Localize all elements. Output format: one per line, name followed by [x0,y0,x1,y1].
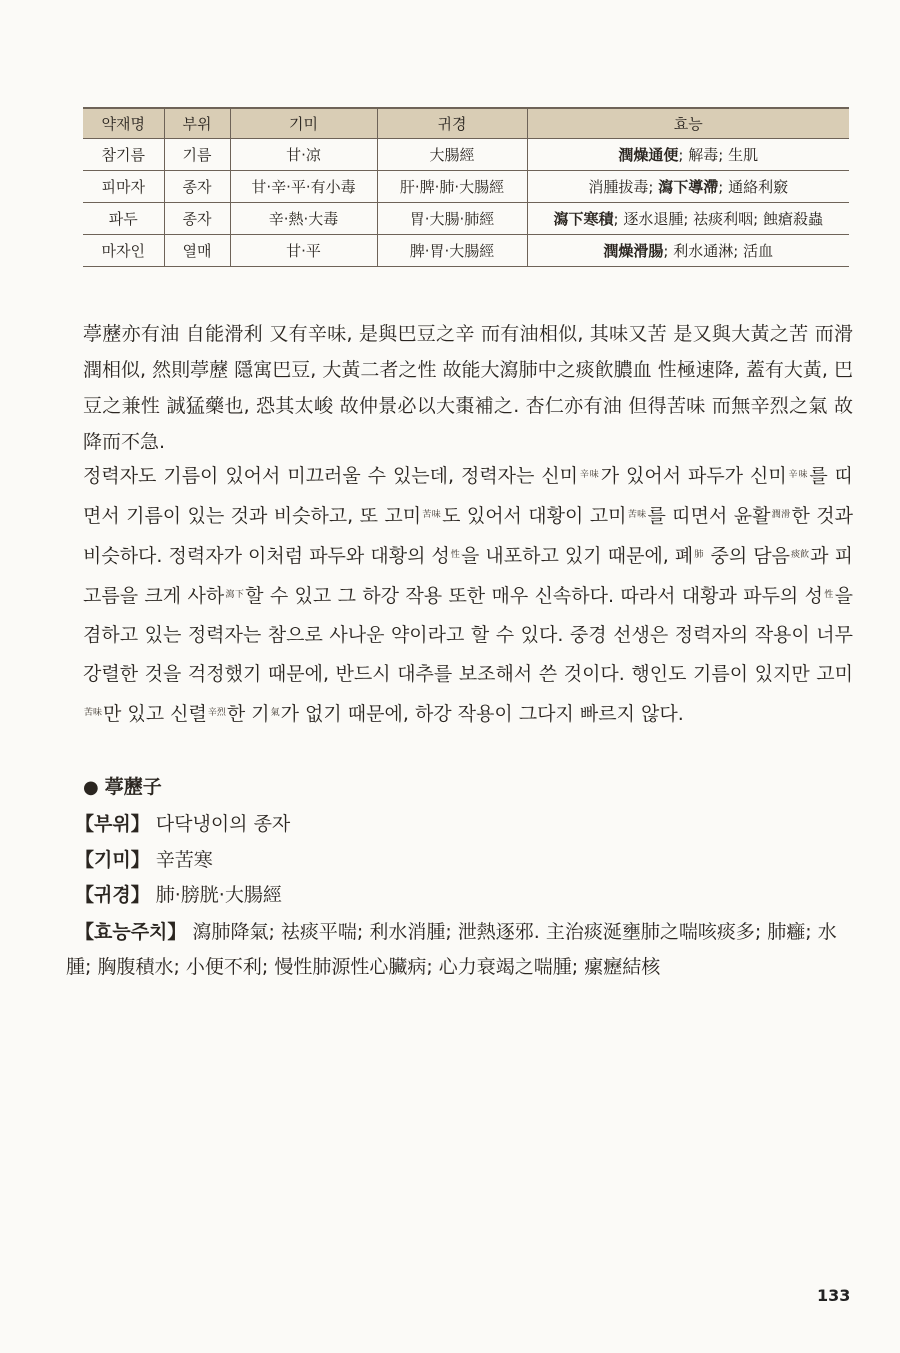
text-run: 을 겸하고 있는 정력자는 참으로 사나운 약이라고 할 수 있다. 중경 선생은 정력자의 작용이 너무 강렬한 것을 걱정했기 때문에, 반드시 대추를 보조해서 쓴 것이다. 행인도 기름이 있지만 고미 [83,585,853,685]
effect-rest: ; 通絡利竅 [718,178,789,196]
cell-part: 종자 [164,171,230,203]
cell-part: 기름 [164,139,230,171]
effect-highlight: 潤燥滑腸 [603,242,664,260]
text-run: 중의 담음 [704,545,791,567]
cell-effect [527,235,849,267]
header-herb-name: 약재명 [83,108,164,139]
header-effect: 효능 [527,108,849,139]
header-taste: 기미 [230,108,377,139]
hanja-annotation: 肺 [694,550,704,560]
field-key: 【부위】 [75,813,150,835]
text-run: 한 기 [226,703,270,725]
table-row [83,203,849,235]
cell-meridian: 大腸經 [377,139,527,171]
text-run: 도 있어서 대황이 고미 [442,505,627,527]
hanja-annotation: 苦味 [422,510,442,520]
field-value: 肺·膀胱·大腸經 [149,884,282,906]
table-row [83,171,849,203]
hanja-annotation: 瀉下 [225,590,245,600]
field-value: 다닥냉이의 종자 [149,813,291,835]
korean-translation-paragraph [83,456,853,734]
hanja-annotation: 痰飮 [791,550,810,560]
text-run: 를 띠면서 기름이 있는 것과 비슷하고, 또 고미 [83,465,853,527]
field-key: 【기미】 [75,849,150,871]
bullet-icon: ● [83,777,99,798]
effect-pre: 消腫拔毒; [588,178,659,196]
cell-herb-name: 마자인 [83,235,164,267]
text-run: 가 있어서 파두가 신미 [600,465,787,487]
header-part: 부위 [164,108,230,139]
herb-comparison-table [83,107,849,267]
section-heading [83,772,162,799]
field-part [75,809,855,836]
field-effect [66,915,856,985]
field-key: 【효능주치】 [75,921,187,943]
cell-effect [527,139,849,171]
field-meridian [75,880,855,907]
table-header-row [83,108,849,139]
field-value: 瀉肺降氣; 祛痰平喘; 利水消腫; 泄熱逐邪. 主治痰涎壅肺之喘咳痰多; 肺癰; 水腫; 胸腹積水; 小便不利; 慢性肺源性心臟病; 心力衰竭之喘腫; 瘰癧結核 [66,921,837,978]
field-key: 【귀경】 [75,884,150,906]
header-meridian: 귀경 [377,108,527,139]
hanja-annotation: 辛味 [787,470,809,480]
hanja-annotation: 氣 [270,708,280,718]
text-run: 할 수 있고 그 하강 작용 또한 매우 신속하다. 따라서 대황과 파두의 성 [245,585,823,607]
cell-meridian: 脾·胃·大腸經 [377,235,527,267]
cell-part: 종자 [164,203,230,235]
section-title-text: 葶藶子 [104,776,162,798]
cell-taste: 甘·辛·平·有小毒 [230,171,377,203]
text-run: 을 내포하고 있기 때문에, 폐 [460,545,694,567]
text-run: 만 있고 신렬 [103,703,207,725]
cell-part: 열매 [164,235,230,267]
effect-highlight: 瀉下導滯 [658,178,719,196]
cell-taste: 甘·平 [230,235,377,267]
cell-taste: 甘·凉 [230,139,377,171]
cell-herb-name: 참기름 [83,139,164,171]
hanja-annotation: 辛烈 [207,708,226,718]
text-run: 를 띠면서 윤활 [647,505,771,527]
field-taste [75,845,855,872]
cell-taste: 辛·熱·大毒 [230,203,377,235]
page-number: 133 [817,1286,851,1305]
cell-meridian: 胃·大腸·肺經 [377,203,527,235]
effect-highlight: 瀉下寒積 [553,210,614,228]
effect-rest: ; 解毒; 生肌 [678,146,759,164]
field-value: 辛苦寒 [149,849,213,871]
text-run: 과 피고름을 크게 사하 [83,545,853,607]
cell-effect [527,203,849,235]
hanja-annotation: 辛味 [579,470,600,480]
table-row [83,139,849,171]
text-run: 한 것과 비슷하다. 정력자가 이처럼 파두와 대황의 성 [83,505,853,567]
cell-herb-name: 피마자 [83,171,164,203]
hanja-annotation: 性 [450,550,460,560]
cell-effect [527,171,849,203]
cell-meridian: 肝·脾·肺·大腸經 [377,171,527,203]
effect-highlight: 潤燥通便 [618,146,679,164]
hanja-annotation: 苦味 [627,510,647,520]
hanja-annotation: 潤滑 [771,510,791,520]
text-run: 가 없기 때문에, 하강 작용이 그다지 빠르지 않다. [280,703,684,725]
table-row [83,235,849,267]
effect-rest: ; 利水通淋; 活血 [663,242,774,260]
cell-herb-name: 파두 [83,203,164,235]
hanja-annotation: 苦味 [84,708,103,718]
text-run: 정력자도 기름이 있어서 미끄러울 수 있는데, 정력자는 신미 [83,465,579,487]
hanja-annotation: 性 [823,590,834,600]
effect-rest: ; 逐水退腫; 祛痰利咽; 蝕瘡殺蟲 [613,210,823,228]
classical-chinese-paragraph: 葶藶亦有油 自能滑利 又有辛味, 是與巴豆之辛 而有油相似, 其味又苦 是又與大黃之苦 而滑潤相似, 然則葶藶 隱寓巴豆, 大黃二者之性 故能大瀉肺中之痰飮膿血 性極速降, 蓋有大黃, 巴豆之兼性 誠猛藥也, 恐其太峻 故仲景必以大棗補之. 杏仁亦有油 但得苦味 而無辛烈之氣 故降而不急. [83,323,853,453]
